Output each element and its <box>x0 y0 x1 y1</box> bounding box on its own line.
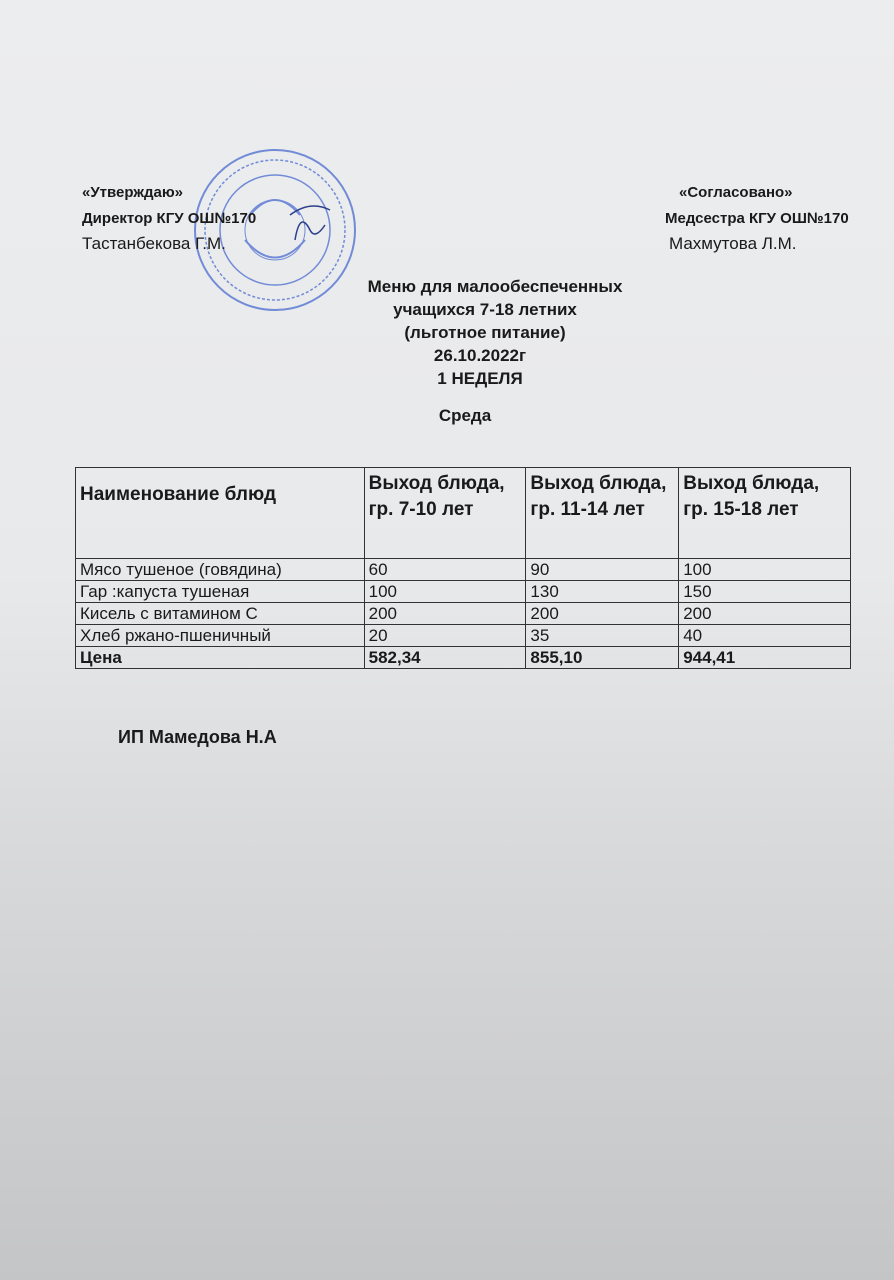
portion: 200 <box>679 603 851 625</box>
agreed-label: «Согласовано» <box>679 184 793 201</box>
table-header-row <box>76 468 851 559</box>
dish-name: Хлеб ржано-пшеничный <box>76 625 365 647</box>
portion: 200 <box>364 603 526 625</box>
portion: 150 <box>679 581 851 603</box>
price-7-10: 582,34 <box>364 647 526 669</box>
portion: 35 <box>526 625 679 647</box>
table-row <box>76 581 851 603</box>
dish-name: Гар :капуста тушеная <box>76 581 365 603</box>
portion: 100 <box>364 581 526 603</box>
dish-name: Кисель с витамином С <box>76 603 365 625</box>
portion: 100 <box>679 559 851 581</box>
portion: 20 <box>364 625 526 647</box>
menu-table <box>75 467 851 669</box>
title-week: 1 НЕДЕЛЯ <box>437 369 523 388</box>
dish-name: Мясо тушеное (говядина) <box>76 559 365 581</box>
portion: 200 <box>526 603 679 625</box>
price-row <box>76 647 851 669</box>
approve-label: «Утверждаю» <box>82 184 184 201</box>
table-row <box>76 603 851 625</box>
header-15-18: Выход блюда, гр. 15-18 лет <box>679 468 851 559</box>
title-day: Среда <box>438 406 492 425</box>
header-11-14: Выход блюда, гр. 11-14 лет <box>526 468 679 559</box>
nurse-position: Медсестра КГУ ОШ№170 <box>665 210 849 227</box>
table-row <box>76 559 851 581</box>
price-11-14: 855,10 <box>526 647 679 669</box>
portion: 40 <box>679 625 851 647</box>
portion: 60 <box>364 559 526 581</box>
title-date: 26.10.2022г <box>433 346 527 365</box>
nurse-name: Махмутова Л.М. <box>669 234 797 253</box>
header-dish: Наименование блюд <box>76 468 365 559</box>
price-15-18: 944,41 <box>679 647 851 669</box>
title-line-2: учащихся 7-18 летних <box>393 300 577 319</box>
portion: 90 <box>526 559 679 581</box>
portion: 130 <box>526 581 679 603</box>
price-label: Цена <box>76 647 365 669</box>
title-line-3: (льготное питание) <box>404 323 566 342</box>
document-title <box>300 275 690 427</box>
table-row <box>76 625 851 647</box>
title-line-1: Меню для малообеспеченных <box>367 277 623 296</box>
supplier-name: ИП Мамедова Н.А <box>118 727 277 747</box>
header-7-10: Выход блюда, гр. 7-10 лет <box>364 468 526 559</box>
director-name: Тастанбекова Г.М. <box>82 234 226 253</box>
director-position: Директор КГУ ОШ№170 <box>82 210 257 227</box>
